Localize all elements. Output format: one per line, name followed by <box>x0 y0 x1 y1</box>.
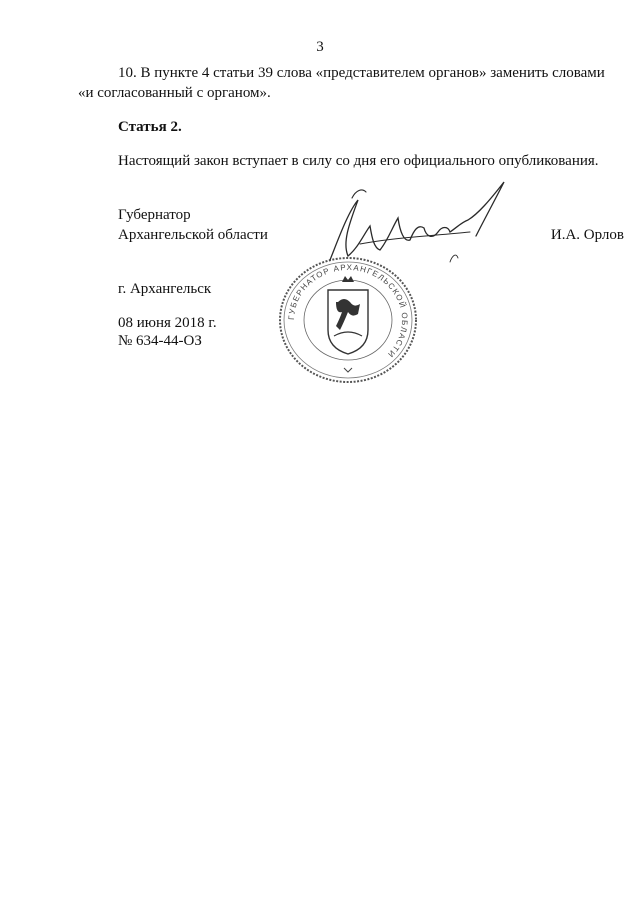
signatory-title-line-1: Губернатор <box>118 207 191 223</box>
paragraph-10-line-1: 10. В пункте 4 статьи 39 слова «представителем органов» заменить словами <box>118 65 605 81</box>
law-date: 08 июня 2018 г. <box>118 315 217 331</box>
page-number: 3 <box>316 39 324 55</box>
law-number: № 634-44-ОЗ <box>118 333 202 349</box>
article-heading: Статья 2. <box>118 119 182 135</box>
article-text: Настоящий закон вступает в силу со дня его официального опубликования. <box>118 153 599 169</box>
city: г. Архангельск <box>118 281 212 297</box>
seal-text: ГУБЕРНАТОР АРХАНГЕЛЬСКОЙ ОБЛАСТИ <box>286 262 410 360</box>
signatory-title-line-2: Архангельской области <box>118 227 268 243</box>
handwritten-signature <box>300 170 540 280</box>
coat-of-arms-icon <box>328 276 368 354</box>
signatory-name: И.А. Орлов <box>550 227 624 243</box>
paragraph-10-line-2: «и согласованный с органом». <box>78 85 271 101</box>
